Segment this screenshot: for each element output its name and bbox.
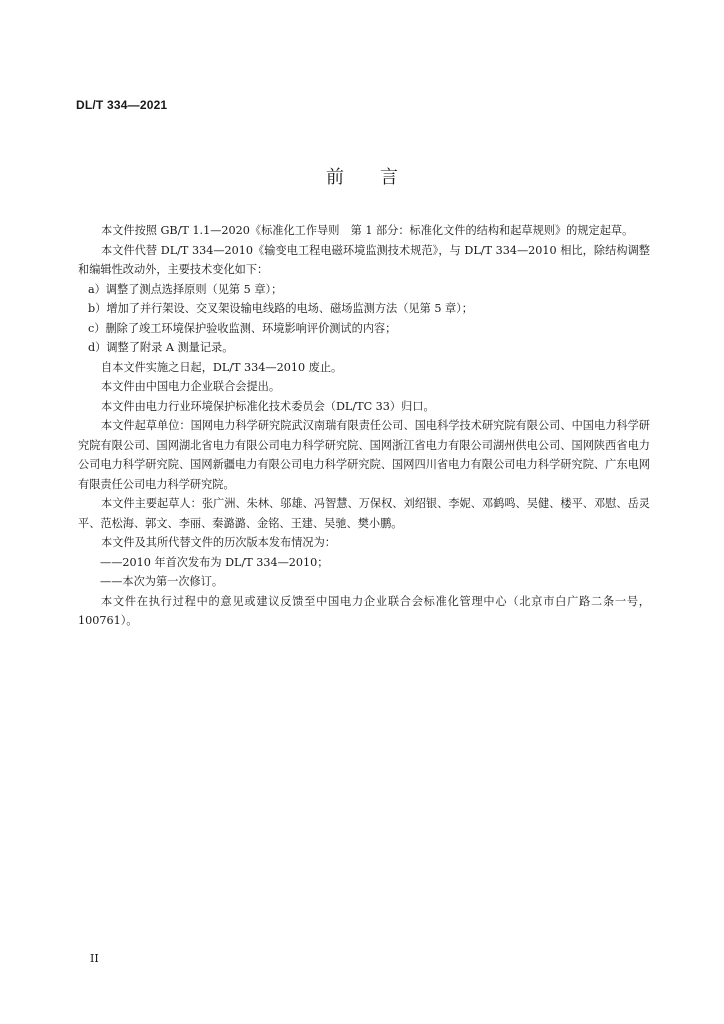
list-item-change-a: a）调整了测点选择原则（见第 5 章）； [88,282,283,296]
page-number: II [90,952,99,965]
document-code: DL/T 334—2021 [76,98,168,112]
foreword-body [78,221,650,631]
paragraph-version-history: 本文件及其所代替文件的历次版本发布情况为： [101,536,336,549]
paragraph-drafting-units: 本文件起草单位：国网电力科学研究院武汉南瑞有限责任公司、国电科学技术研究院有限公司、中国电力科学研究院有限公司、国网湖北省电力有限公司电力科学研究院、国网浙江省电力有限公司湖州供电公司、国网陕西省电力公司电力科学研究院、国网新疆电力有限公司电力科学研究院、国网四川省电力有限公司电力科学研究院、广东电网有限责任公司电力科学研究院。 [78,419,650,491]
list-item-change-b: b）增加了并行架设、交叉架设输电线路的电场、磁场监测方法（见第 5 章）； [88,302,473,315]
page-title: 前言 [326,167,434,188]
history-item-current: ——本次为第一次修订。 [100,575,224,588]
paragraph-feedback: 本文件在执行过程中的意见或建议反馈至中国电力企业联合会标准化管理中心（北京市白广路二条一号，100761）。 [78,594,650,627]
paragraph-abolish: 自本文件实施之日起，DL/T 334—2010 废止。 [101,360,343,374]
paragraph-proposer: 本文件由中国电力企业联合会提出。 [101,380,281,393]
paragraph-technical-committee: 本文件由电力行业环境保护标准化技术委员会（DL/TC 33）归口。 [101,399,435,413]
list-item-change-d: d）调整了附录 A 测量记录。 [88,341,234,354]
list-item-change-c: c）删除了竣工环境保护验收监测、环境影响评价测试的内容； [88,321,397,335]
paragraph-drafting-basis: 本文件按照 GB/T 1.1—2020《标准化工作导则 第 1 部分：标准化文件的结构和起草规则》的规定起草。 [101,224,634,237]
history-item-2010: ——2010 年首次发布为 DL/T 334—2010； [100,555,329,569]
paragraph-replacement: 本文件代替 DL/T 334—2010《输变电工程电磁环境监测技术规范》，与 DL/T 334—2010 相比，除结构调整和编辑性改动外，主要技术变化如下： [78,243,650,276]
paragraph-drafters: 本文件主要起草人：张广洲、朱林、邬雄、冯智慧、万保权、刘绍银、李妮、邓鹤鸣、吴健、楼平、邓慰、岳灵平、范松海、郭文、李丽、秦潞潞、金铭、王建、吴驰、樊小鹏。 [78,497,650,530]
